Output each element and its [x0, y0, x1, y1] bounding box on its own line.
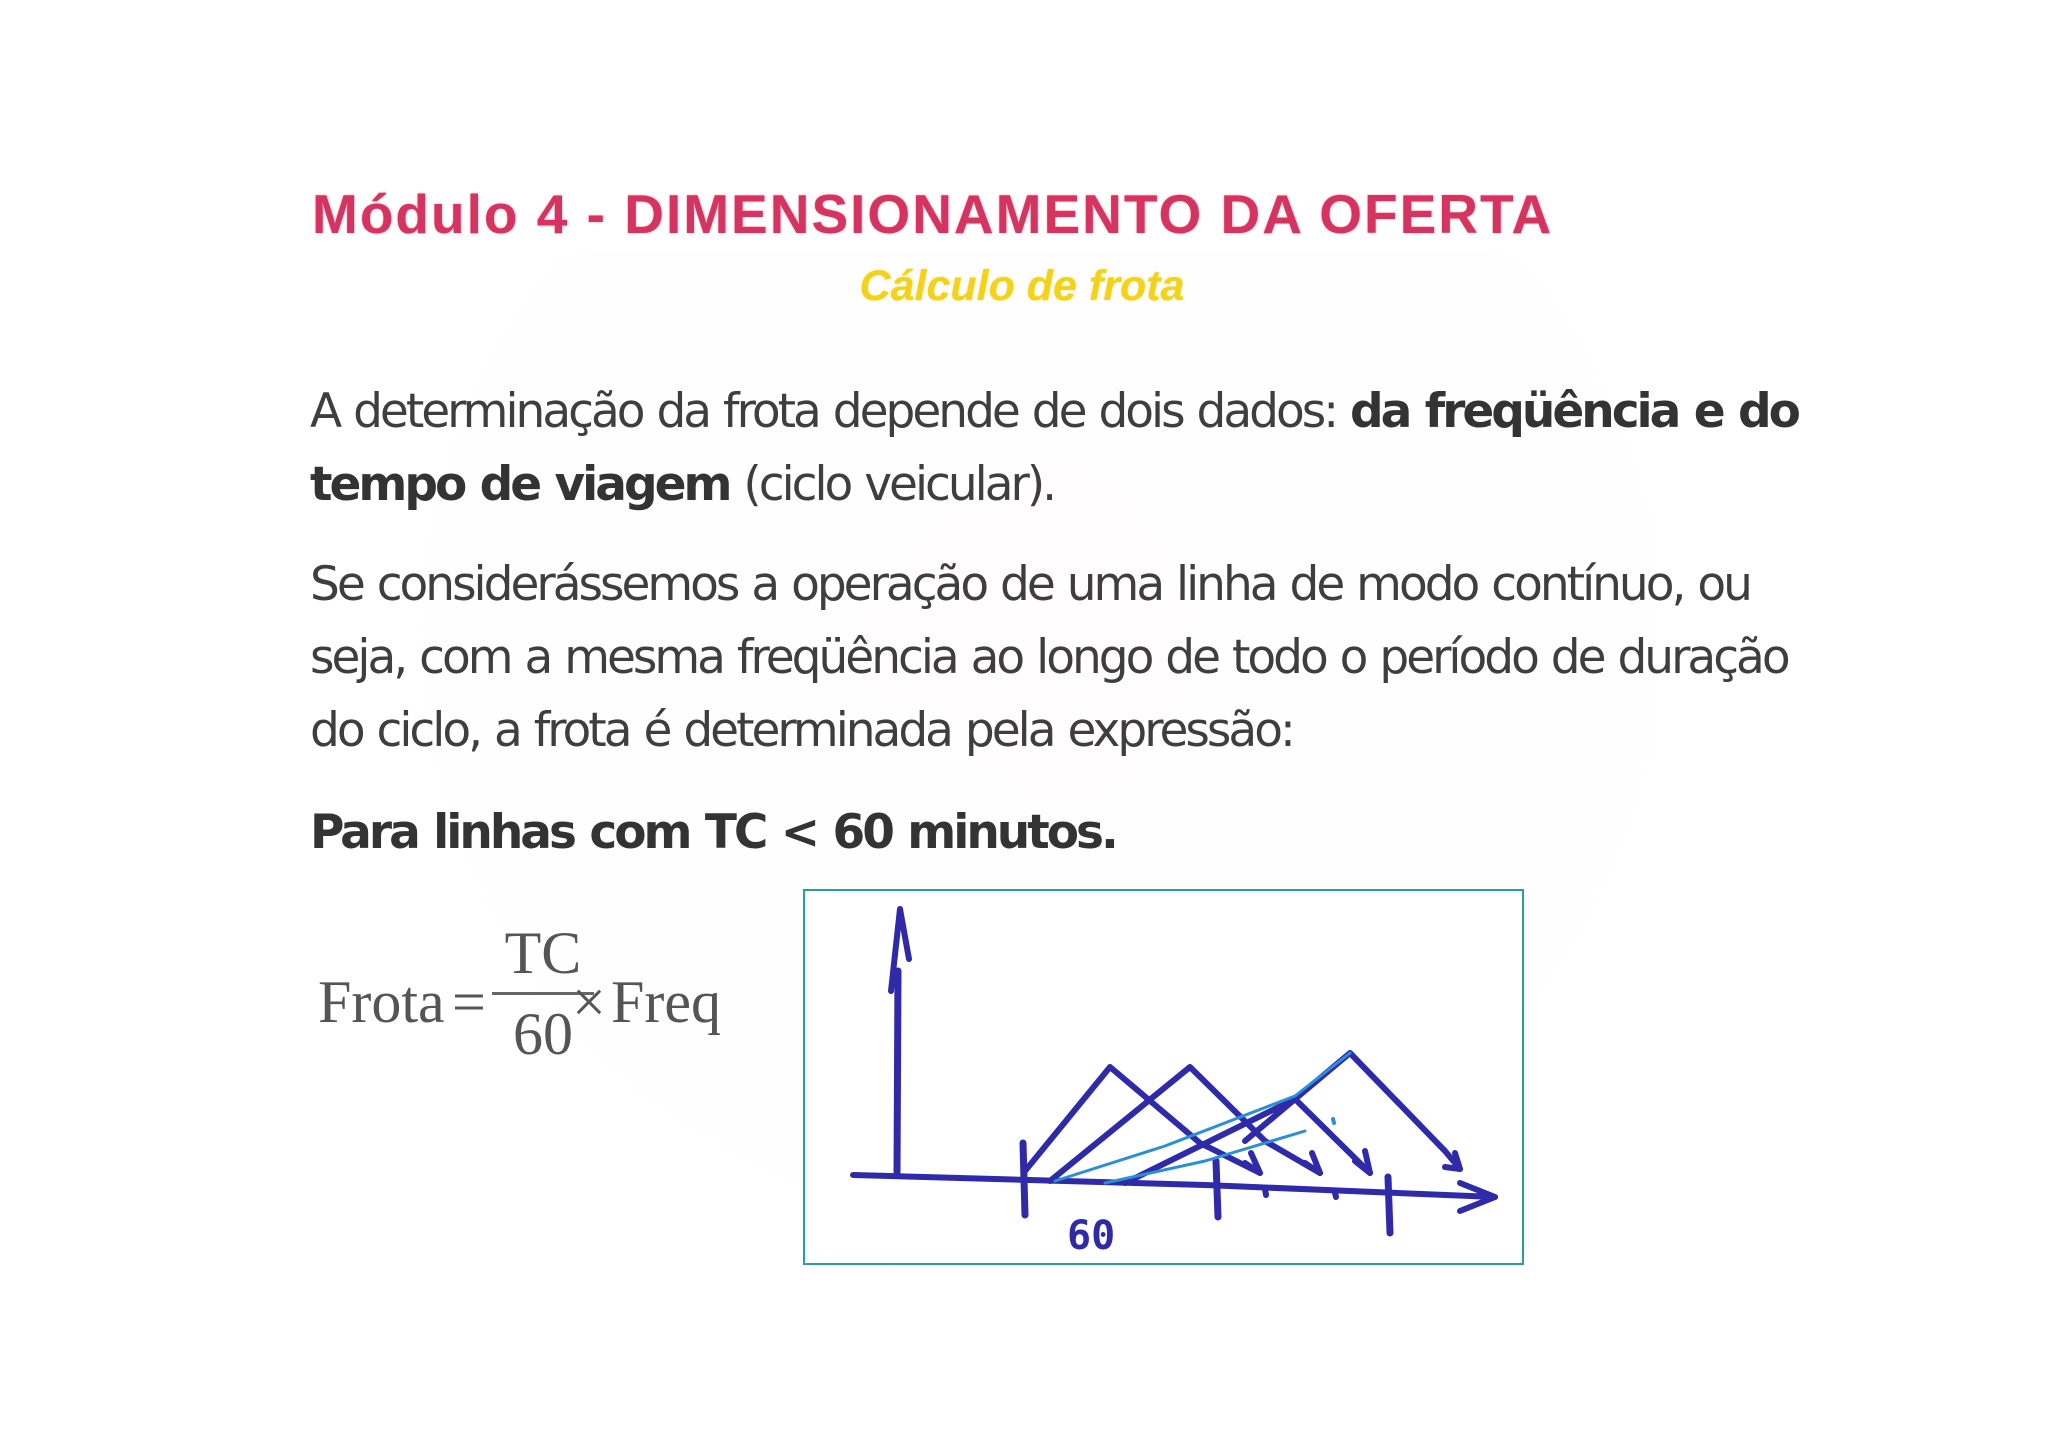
sketch-triangle-1-arrow [1245, 1153, 1260, 1173]
paragraph-1-text: A determinação da frota depende de dois dados: [310, 384, 1351, 439]
sketch-tick-1 [1023, 1143, 1025, 1215]
cycle-sketch [803, 889, 1524, 1265]
slide-title: Módulo 4 - DIMENSIONAMENTO DA OFERTA [312, 183, 1554, 245]
sketch-tick-dot-1 [1265, 1189, 1266, 1195]
paragraph-1-bold-tempo: tempo de viagem [310, 457, 730, 512]
formula-denominator-60: 60 [513, 1001, 573, 1067]
paragraph-2-line-3: do ciclo, a frota é determinada pela expressão: [310, 703, 1293, 758]
formula-equals: = [452, 969, 486, 1035]
paragraph-tc-menor-60: Para linhas com TC < 60 minutos. [310, 805, 1116, 860]
formula-times: × [572, 969, 606, 1035]
formula-freq: Freq [611, 969, 721, 1035]
paragraph-1-line-1 [310, 375, 1798, 448]
slide-subtitle-text: Cálculo de frota [859, 262, 1185, 310]
paragraph-1-ciclo: (ciclo veicular). [729, 457, 1055, 512]
paragraph-operacao-continua [310, 548, 1788, 767]
paragraph-2-line-2: seja, com a mesma freqüência ao longo de todo o período de duração [310, 630, 1788, 685]
sketch-light-dot [1333, 1119, 1334, 1123]
sketch-tick-3 [1388, 1177, 1390, 1233]
sketch-x-axis [853, 1175, 1495, 1197]
paragraph-1-bold-frequencia: da freqüência e do [1350, 384, 1798, 439]
sketch-triangle-2-arrow [1305, 1153, 1320, 1173]
paragraph-frota-dependencia [310, 375, 1798, 521]
formula-numerator-tc: TC [504, 920, 582, 986]
formula-frota: Frota [318, 969, 445, 1035]
paragraph-1-line-2 [310, 448, 1725, 521]
sketch-triangle-1 [1025, 1067, 1260, 1173]
cycle-sketch-drawing [805, 891, 1522, 1263]
sketch-axis-label-60: 60 [1067, 1213, 1116, 1259]
slide-subtitle [0, 262, 2048, 311]
sketch-tick-2 [1216, 1161, 1218, 1217]
paragraph-2-line-1: Se considerássemos a operação de uma linha de modo contínuo, ou [310, 557, 1750, 612]
sketch-y-axis [897, 971, 898, 1173]
sketch-tick-dot-2 [1335, 1193, 1336, 1197]
